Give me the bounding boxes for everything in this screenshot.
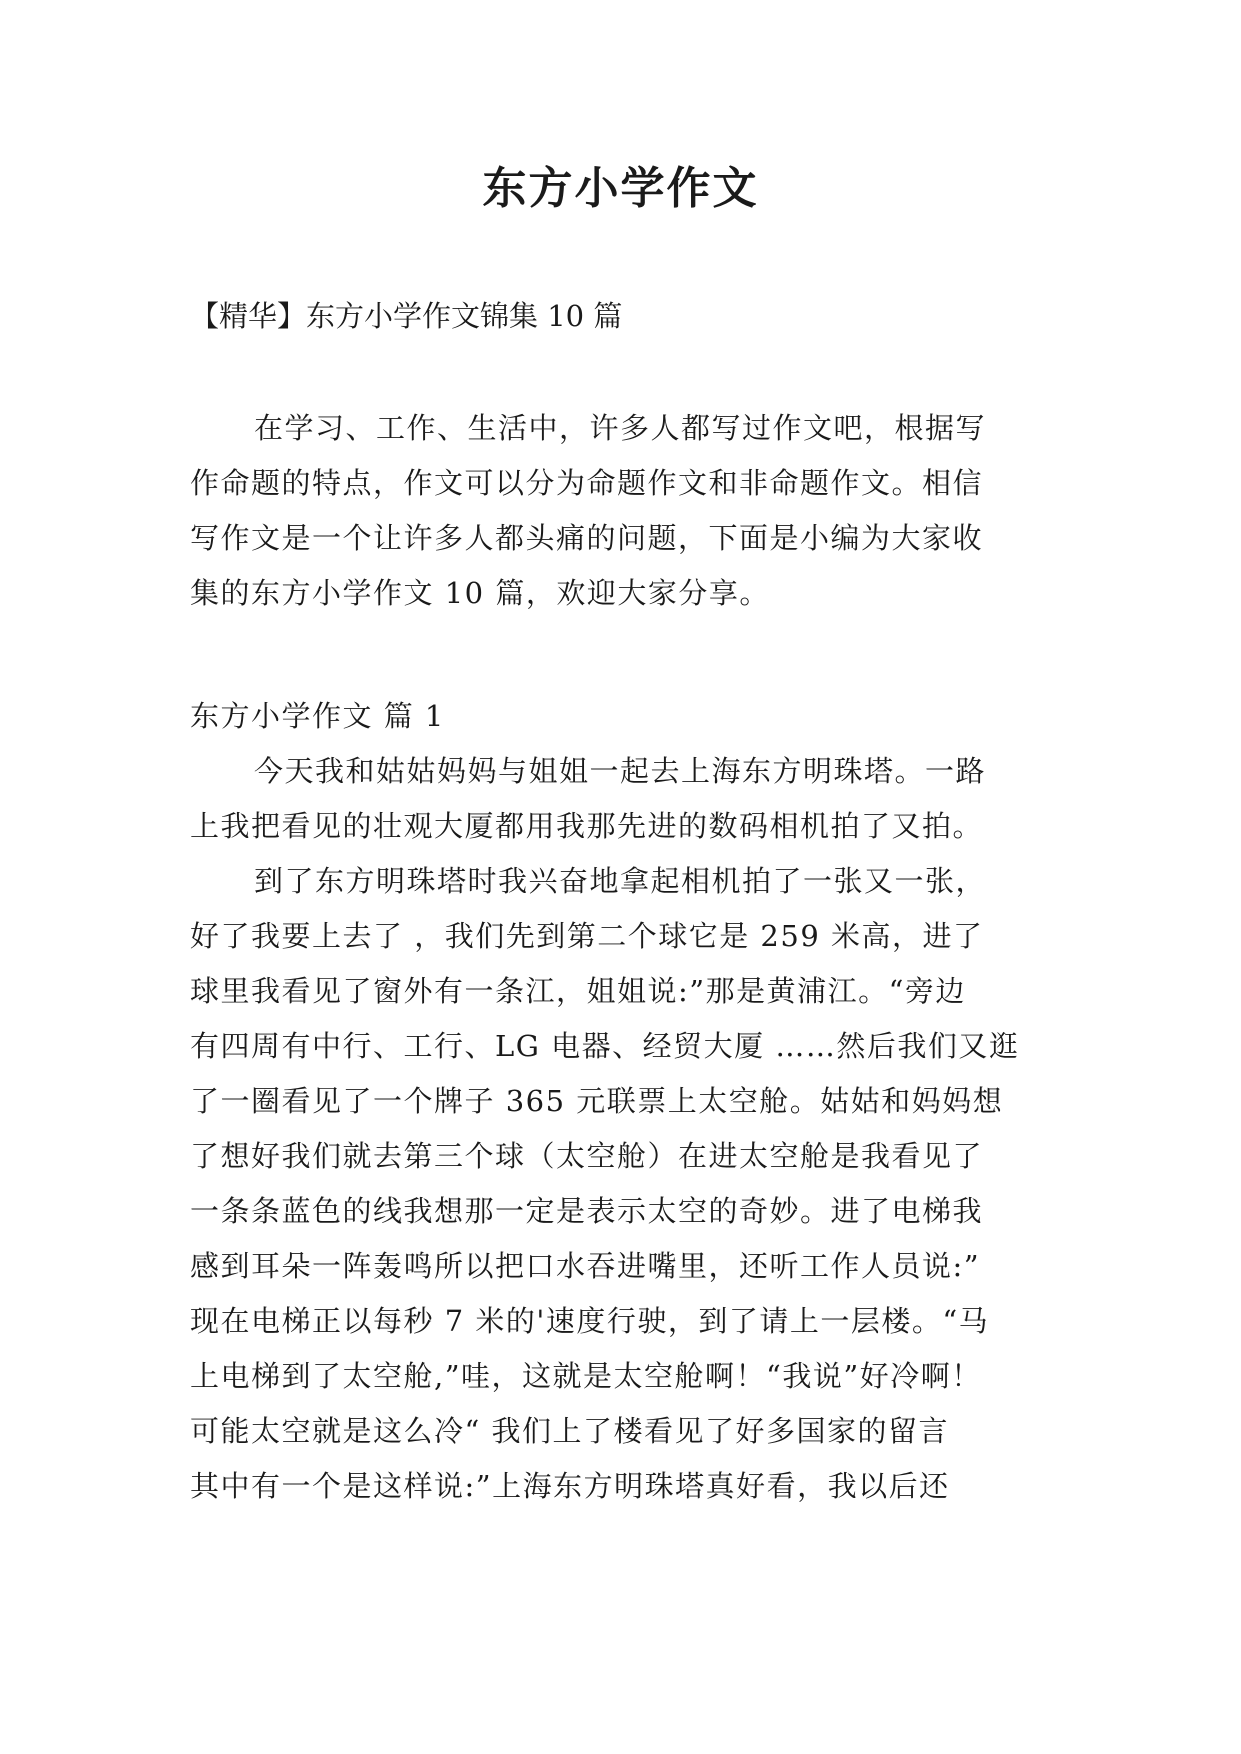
intro-line: 在学习、工作、生活中，许多人都写过作文吧，根据写: [254, 411, 987, 445]
body-line: 今天我和姑姑妈妈与姐姐一起去上海东方明珠塔。一路: [254, 754, 987, 788]
intro-line: 集的东方小学作文 10 篇，欢迎大家分享。: [190, 576, 770, 610]
body-line: 了想好我们就去第三个球（太空舱）在进太空舱是我看见了: [190, 1139, 984, 1173]
body-line: 上我把看见的壮观大厦都用我那先进的数码相机拍了又拍。: [190, 809, 984, 843]
body-line: 有四周有中行、工行、LG 电器、经贸大厦 ……然后我们又逛: [190, 1029, 1020, 1063]
body-line: 了一圈看见了一个牌子 365 元联票上太空舱。姑姑和妈妈想: [190, 1084, 1004, 1118]
body-line: 到了东方明珠塔时我兴奋地拿起相机拍了一张又一张，: [254, 864, 987, 898]
body-line: 可能太空就是这么冷“ 我们上了楼看见了好多国家的留言: [190, 1414, 950, 1448]
body-line: 其中有一个是这样说:”上海东方明珠塔真好看，我以后还: [190, 1469, 950, 1503]
body-line: 感到耳朵一阵轰鸣所以把口水吞进嘴里，还听工作人员说:”: [190, 1249, 981, 1283]
body-line: 好了我要上去了 ，我们先到第二个球它是 259 米高，进了: [190, 919, 984, 953]
body-line: 一条条蓝色的线我想那一定是表示太空的奇妙。进了电梯我: [190, 1194, 984, 1228]
intro-line: 写作文是一个让许多人都头痛的问题，下面是小编为大家收: [190, 521, 984, 555]
intro-line: 作命题的特点，作文可以分为命题作文和非命题作文。相信: [190, 466, 984, 500]
body-line: 现在电梯正以每秒 7 米的'速度行驶，到了请上一层楼。“马: [190, 1304, 990, 1338]
body-line: 球里我看见了窗外有一条江，姐姐说:”那是黄浦江。“旁边: [190, 974, 966, 1008]
document-subtitle: 【精华】东方小学作文锦集 10 篇: [190, 299, 623, 333]
document-title: 东方小学作文: [482, 163, 759, 214]
body-line: 上电梯到了太空舱,”哇，这就是太空舱啊！“我说”好冷啊！: [190, 1359, 982, 1393]
section-heading: 东方小学作文 篇 1: [190, 699, 445, 733]
